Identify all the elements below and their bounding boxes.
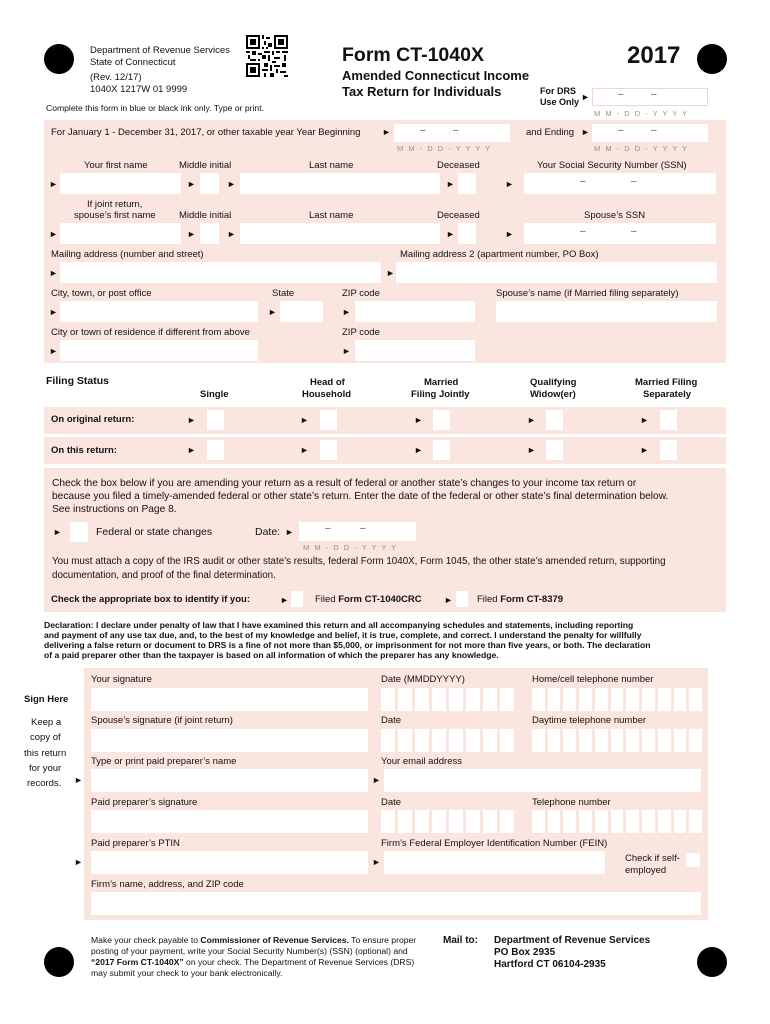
ct8379-filed-label: Filed Form CT-8379 <box>477 594 564 605</box>
self-employed-checkbox[interactable] <box>686 853 700 867</box>
period-begin-sep-2: – <box>453 125 459 136</box>
original-return-row <box>44 407 726 434</box>
registration-mark-bottom-right <box>697 947 727 977</box>
declaration-line-1: Declaration: I declare under penalty of law that I have examined this return and all accompanying schedules and statements, including reporting <box>44 620 634 630</box>
fed-date-label: Date: <box>255 526 281 538</box>
filing-hoh-header-1: Head of <box>310 377 345 388</box>
spouse-ssn-label: Spouse’s SSN <box>584 210 646 221</box>
spouse-signature-label: Spouse’s signature (if joint return) <box>91 715 233 726</box>
orig-qw-arrow: ► <box>527 415 536 425</box>
spouse-ssn-input[interactable] <box>524 223 716 244</box>
home-phone-label: Home/cell telephone number <box>532 674 654 685</box>
spouse-deceased-checkbox[interactable] <box>458 223 476 244</box>
city-arrow: ► <box>49 307 58 317</box>
state-name: State of Connecticut <box>90 57 176 68</box>
fed-change-arrow: ► <box>53 527 62 537</box>
filing-qw-header-2: Widow(er) <box>530 389 576 400</box>
fed-date-sep-1: – <box>325 523 331 534</box>
this-single-checkbox[interactable] <box>207 440 224 460</box>
orig-qw-checkbox[interactable] <box>546 410 563 430</box>
mail-address-3: Hartford CT 06104-2935 <box>494 959 606 970</box>
mailing-address-input[interactable] <box>60 262 381 283</box>
zip-input[interactable] <box>355 301 475 322</box>
firm-name-label: Firm’s name, address, and ZIP code <box>91 879 244 890</box>
keep-copy-4: for your <box>29 763 62 774</box>
form-subtitle-2: Tax Return for Individuals <box>342 84 502 99</box>
self-employed-label-2: employed <box>625 865 667 876</box>
spouse-last-name-arrow: ► <box>227 229 236 239</box>
fed-date-hint: M M - D D - Y Y Y Y <box>303 543 398 552</box>
preparer-date-input[interactable] <box>381 810 521 833</box>
drs-label-1: For DRS <box>540 86 576 96</box>
tax-year: 2017 <box>627 42 681 69</box>
this-single-arrow: ► <box>187 445 196 455</box>
preparer-signature-label: Paid preparer’s signature <box>91 797 198 808</box>
first-name-input[interactable] <box>60 173 181 194</box>
this-return-label: On this return: <box>51 445 117 456</box>
ssn-arrow: ► <box>505 179 514 189</box>
period-begin-sep-1: – <box>420 125 426 136</box>
crc-arrow: ► <box>280 595 289 605</box>
fed-change-label: Federal or state changes <box>96 526 213 538</box>
city-label: City, town, or post office <box>51 288 152 299</box>
keep-copy-1: Keep a <box>31 717 62 728</box>
mail-to-label: Mail to: <box>443 935 478 946</box>
period-begin-arrow: ► <box>382 127 391 137</box>
state-label: State <box>272 288 295 299</box>
zip-arrow: ► <box>342 307 351 317</box>
amend-para-2: because you filed a timely-amended federal or other state’s return. Enter the date of the federal or other state’s final determination below. <box>52 491 669 502</box>
spouse-name-mfs-label: Spouse’s name (if Married filing separately) <box>496 288 679 299</box>
last-name-label: Last name <box>309 160 354 171</box>
mailing-address-label: Mailing address (number and street) <box>51 249 204 260</box>
ssn-sep-1: – <box>580 176 586 187</box>
residence-arrow: ► <box>49 346 58 356</box>
ssn-label: Your Social Security Number (SSN) <box>537 160 687 171</box>
day-phone-input[interactable] <box>532 729 702 752</box>
spouse-deceased-label: Deceased <box>437 210 480 221</box>
email-label: Your email address <box>381 756 462 767</box>
mailing-address-arrow: ► <box>49 268 58 278</box>
filing-mfj-header-1: Married <box>424 377 459 388</box>
orig-single-checkbox[interactable] <box>207 410 224 430</box>
spouse-date-input[interactable] <box>381 729 521 752</box>
fein-label: Firm’s Federal Employer Identification Number (FEIN) <box>381 838 608 849</box>
preparer-signature-input[interactable] <box>91 810 368 833</box>
payment-note-1: Make your check payable to Commissioner of Revenue Services. To ensure proper <box>91 935 417 945</box>
spouse-middle-initial-label: Middle initial <box>179 210 232 221</box>
mail-address-1: Department of Revenue Services <box>494 935 651 946</box>
spouse-last-name-label: Last name <box>309 210 354 221</box>
orig-mfs-arrow: ► <box>640 415 649 425</box>
self-employed-label-1: Check if self- <box>625 853 680 864</box>
spouse-first-name-input[interactable] <box>60 223 181 244</box>
payment-note-3: “2017 Form CT-1040X” on your check. The Department of Revenue Services (DRS) <box>91 957 415 967</box>
crc-filed-label: Filed Form CT-1040CRC <box>315 594 422 605</box>
identify-label: Check the appropriate box to identify if you: <box>51 594 250 605</box>
this-mfj-arrow: ► <box>414 445 423 455</box>
this-mfs-arrow: ► <box>640 445 649 455</box>
complete-note: Complete this form in blue or black ink only. Type or print. <box>46 103 264 113</box>
mailing-address-2-input[interactable] <box>396 262 717 283</box>
mailing-address-2-arrow: ► <box>386 268 395 278</box>
spouse-signature-input[interactable] <box>91 729 368 752</box>
period-begin-field[interactable] <box>394 124 510 142</box>
deceased-label: Deceased <box>437 160 480 171</box>
ssn-sep-2: – <box>631 176 637 187</box>
drs-date-field[interactable] <box>592 88 708 106</box>
spouse-deceased-arrow: ► <box>446 229 455 239</box>
last-name-arrow: ► <box>227 179 236 189</box>
fein-input[interactable] <box>384 851 605 874</box>
drs-label-2: Use Only <box>540 97 580 107</box>
this-hoh-arrow: ► <box>300 445 309 455</box>
residence-label: City or town of residence if different from above <box>51 327 250 338</box>
ct8379-checkbox[interactable] <box>456 591 468 607</box>
fein-arrow: ► <box>372 857 381 867</box>
first-name-label: Your first name <box>84 160 148 171</box>
revision: (Rev. 12/17) <box>90 72 142 83</box>
residence-zip-input[interactable] <box>355 340 475 361</box>
middle-initial-arrow: ► <box>187 179 196 189</box>
payment-note-4: may submit your check to your bank electronically. <box>91 968 283 978</box>
sig-date-label: Date (MMDDYYYY) <box>381 674 465 685</box>
registration-mark-top-left <box>44 44 74 74</box>
preparer-name-arrow: ► <box>74 775 83 785</box>
dept-name: Department of Revenue Services <box>90 45 230 56</box>
preparer-name-label: Type or print paid preparer’s name <box>91 756 237 767</box>
period-end-arrow: ► <box>581 127 590 137</box>
spouse-first-name-arrow: ► <box>49 229 58 239</box>
orig-mfj-checkbox[interactable] <box>433 410 450 430</box>
amend-para-1: Check the box below if you are amending your return as a result of federal or another state’s changes to your income tax return or <box>52 478 637 489</box>
middle-initial-input[interactable] <box>200 173 219 194</box>
keep-copy-2: copy of <box>30 732 61 743</box>
spouse-ssn-arrow: ► <box>505 229 514 239</box>
drs-date-hint: M M - D D - Y Y Y Y <box>594 109 689 118</box>
period-end-sep-1: – <box>618 125 624 136</box>
spouse-ssn-sep-2: – <box>631 226 637 237</box>
registration-mark-bottom-left <box>44 947 74 977</box>
ptin-input[interactable] <box>91 851 368 874</box>
this-hoh-checkbox[interactable] <box>320 440 337 460</box>
registration-mark-top-right <box>697 44 727 74</box>
spouse-first-name-label-1: If joint return, <box>87 199 143 210</box>
middle-initial-label: Middle initial <box>179 160 232 171</box>
period-begin-hint: M M - D D - Y Y Y Y <box>397 144 492 153</box>
email-input[interactable] <box>384 769 701 792</box>
last-name-input[interactable] <box>240 173 440 194</box>
home-phone-input[interactable] <box>532 688 702 711</box>
spouse-middle-initial-input[interactable] <box>200 223 219 244</box>
period-end-hint: M M - D D - Y Y Y Y <box>594 144 689 153</box>
sign-here-label: Sign Here <box>24 694 69 705</box>
residence-zip-arrow: ► <box>342 346 351 356</box>
filing-hoh-header-2: Household <box>302 389 352 400</box>
ptin-label: Paid preparer’s PTIN <box>91 838 180 849</box>
your-signature-label: Your signature <box>91 674 152 685</box>
filing-single-header: Single <box>200 389 229 400</box>
spouse-date-label: Date <box>381 715 402 726</box>
orig-single-arrow: ► <box>187 415 196 425</box>
keep-copy-3: this return <box>24 748 67 759</box>
fed-date-arrow: ► <box>285 527 294 537</box>
amend-para-3: See instructions on Page 8. <box>52 504 177 515</box>
drs-arrow: ► <box>581 92 590 102</box>
this-mfs-checkbox[interactable] <box>660 440 677 460</box>
day-phone-label: Daytime telephone number <box>532 715 647 726</box>
state-input[interactable] <box>280 301 323 322</box>
filing-mfs-header-1: Married Filing <box>635 377 698 388</box>
spouse-name-mfs-input[interactable] <box>496 301 717 322</box>
orig-mfj-arrow: ► <box>414 415 423 425</box>
original-return-label: On original return: <box>51 414 135 425</box>
orig-mfs-checkbox[interactable] <box>660 410 677 430</box>
form-subtitle-1: Amended Connecticut Income <box>342 68 530 83</box>
declaration-line-3: delivering a false return or document to DRS is a fine of not more than $5,000, or imprisonment for not more than five years, or both. The declaration <box>44 640 651 650</box>
declaration-line-4: of a paid preparer other than the taxpayer is based on all information of which the preparer has any knowledge. <box>44 650 499 660</box>
mailing-address-2-label: Mailing address 2 (apartment number, PO Box) <box>400 249 599 260</box>
this-qw-arrow: ► <box>527 445 536 455</box>
zip-label: ZIP code <box>342 288 380 299</box>
your-signature-input[interactable] <box>91 688 368 711</box>
payment-note-2: posting of your payment, write your Social Security Number(s) (SSN) (optional) and <box>91 946 408 956</box>
period-begin-label: For January 1 - December 31, 2017, or other taxable year Year Beginning <box>51 127 361 138</box>
fed-change-checkbox[interactable] <box>70 522 88 542</box>
state-arrow: ► <box>268 307 277 317</box>
qr-code-icon <box>246 35 288 77</box>
mail-address-2: PO Box 2935 <box>494 947 556 958</box>
fed-date-input[interactable] <box>299 522 416 541</box>
ptin-arrow: ► <box>74 857 83 867</box>
drs-date-sep-2: – <box>651 89 657 100</box>
crc-checkbox[interactable] <box>291 591 303 607</box>
form-title: Form CT-1040X <box>342 44 484 66</box>
keep-copy-5: records. <box>27 778 62 789</box>
deceased-arrow: ► <box>446 179 455 189</box>
orig-hoh-checkbox[interactable] <box>320 410 337 430</box>
deceased-checkbox[interactable] <box>458 173 476 194</box>
period-end-field[interactable] <box>592 124 708 142</box>
spouse-first-name-label-2: spouse’s first name <box>74 210 156 221</box>
filing-qw-header-1: Qualifying <box>530 377 577 388</box>
orig-hoh-arrow: ► <box>300 415 309 425</box>
residence-zip-label: ZIP code <box>342 327 380 338</box>
ssn-input[interactable] <box>524 173 716 194</box>
preparer-name-input[interactable] <box>91 769 368 792</box>
residence-input[interactable] <box>60 340 258 361</box>
email-arrow: ► <box>372 775 381 785</box>
spouse-last-name-input[interactable] <box>240 223 440 244</box>
filing-status-title: Filing Status <box>46 375 109 387</box>
sig-date-input[interactable] <box>381 688 521 711</box>
preparer-phone-input[interactable] <box>532 810 702 833</box>
attach-note-1: You must attach a copy of the IRS audit or other state’s results, federal Form 1040X, Form 1045, the other state’s amended return, supporting <box>52 556 666 567</box>
period-end-sep-2: – <box>651 125 657 136</box>
form-code: 1040X 1217W 01 9999 <box>90 84 188 95</box>
spouse-ssn-sep-1: – <box>580 226 586 237</box>
declaration-line-2: and payment of any use tax due, and, to the best of my knowledge and belief, it is true, complete, and correct. I understand the penalty for willfully <box>44 630 642 640</box>
preparer-phone-label: Telephone number <box>532 797 611 808</box>
filing-mfj-header-2: Filing Jointly <box>411 389 470 400</box>
attach-note-2: documentation, and proof of the final determination. <box>52 570 276 581</box>
drs-date-sep-1: – <box>618 89 624 100</box>
city-input[interactable] <box>60 301 258 322</box>
firm-name-input[interactable] <box>91 892 701 915</box>
this-mfj-checkbox[interactable] <box>433 440 450 460</box>
first-name-arrow: ► <box>49 179 58 189</box>
preparer-date-label: Date <box>381 797 402 808</box>
this-return-row <box>44 437 726 464</box>
filing-mfs-header-2: Separately <box>643 389 692 400</box>
period-end-label: and Ending <box>526 127 575 138</box>
ct8379-arrow: ► <box>444 595 453 605</box>
fed-date-sep-2: – <box>360 523 366 534</box>
this-qw-checkbox[interactable] <box>546 440 563 460</box>
spouse-middle-initial-arrow: ► <box>187 229 196 239</box>
